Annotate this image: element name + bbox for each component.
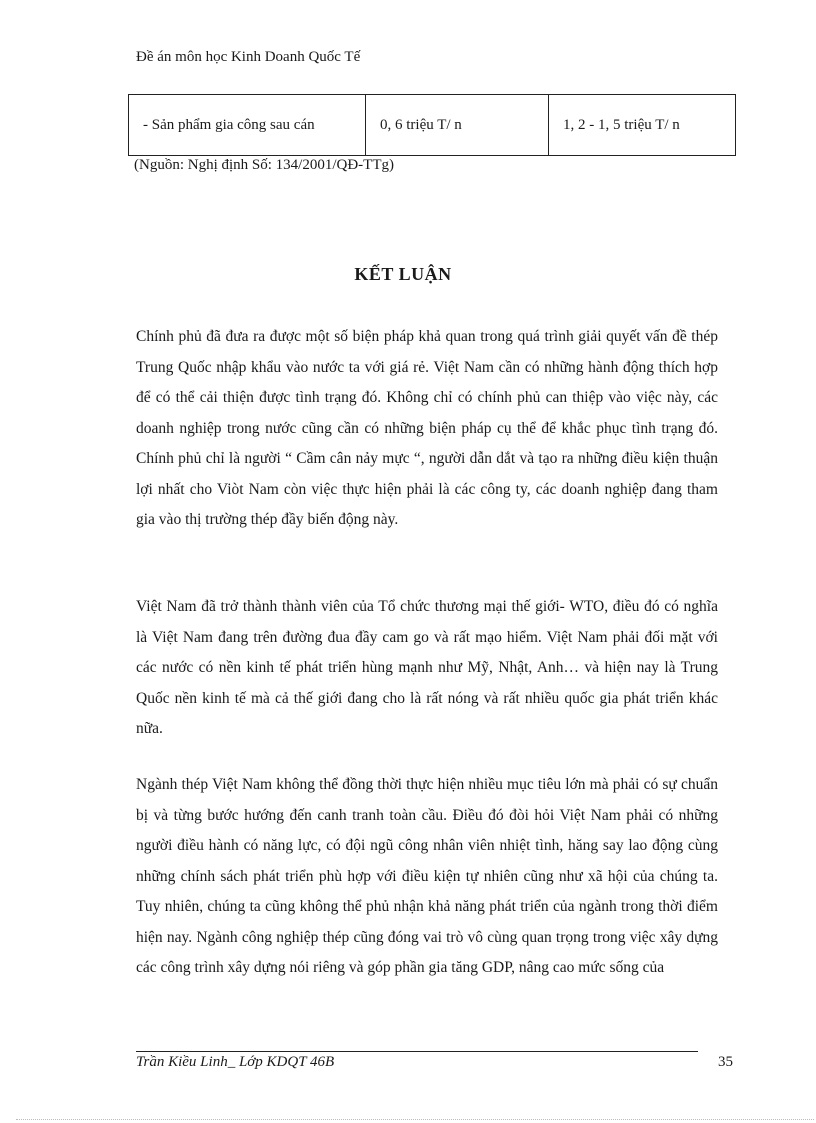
paragraph: Việt Nam đã trở thành thành viên của Tổ chức thương mại thế giới- WTO, điều đó có nghĩa là Việt Nam đang trên đường đua đầy cam go và rất mạo hiểm. Việt Nam phải đối mặt với các nước có nền kinh tế phát triển hùng mạnh như Mỹ, Nhật, Anh… và hiện nay là Trung Quốc nền kinh tế mà cả thế giới đang cho là rất nóng và rất nhiều quốc gia phát triển khác nữa. — [136, 598, 718, 737]
footer-author: Trần Kiều Linh_ Lớp KDQT 46B — [136, 1054, 335, 1070]
page-bottom-edge — [16, 1119, 814, 1120]
page-header: Đề án môn học Kinh Doanh Quốc Tế — [136, 49, 361, 65]
paragraph: Chính phủ đã đưa ra được một số biện pháp khả quan trong quá trình giải quyết vấn đề thép Trung Quốc nhập khẩu vào nước ta với giá rẻ. Việt Nam cần có những hành động thích hợp để có thể cải thiện được tình trạng đó. Không chỉ có chính phủ can thiệp vào việc này, các doanh nghiệp trong nước cũng cần có những biện pháp cụ thể để khắc phục tình trạng đó. Chính phủ chỉ là người “ Cầm cân nảy mực “, người dẫn dắt và tạo ra những điều kiện thuận lợi nhất cho Viòt Nam còn việc thực hiện phải là các công ty, các doanh nghiệp đang tham gia vào thị trường thép đầy biến động này. — [136, 328, 718, 528]
page-number: 35 — [718, 1054, 733, 1070]
table-cell: 0, 6 triệu T/ n — [366, 95, 549, 156]
footer-divider — [136, 1051, 698, 1052]
data-table — [128, 94, 736, 156]
source-note: (Nguồn: Nghị định Số: 134/2001/QĐ-TTg) — [134, 157, 394, 173]
paragraph: Ngành thép Việt Nam không thể đồng thời thực hiện nhiều mục tiêu lớn mà phải có sự chuẩn bị và từng bước hướng đến canh tranh toàn cầu. Điều đó đòi hỏi Việt Nam phải có những người điều hành có năng lực, có đội ngũ công nhân viên nhiệt tình, hăng say lao động cùng những chính sách phát triển phù hợp với điều kiện tự nhiên cũng như xã hội của chúng ta. Tuy nhiên, chúng ta cũng không thể phủ nhận khả năng phát triển của ngành trong thời điểm hiện nay. Ngành công nghiệp thép cũng đóng vai trò vô cùng quan trọng trong việc xây dựng các công trình xây dựng nói riêng và góp phần gia tăng GDP, nâng cao mức sống của — [136, 776, 718, 976]
section-title: KẾT LUẬN — [354, 264, 452, 284]
table-cell: - Sản phẩm gia công sau cán — [129, 95, 366, 156]
table-row — [129, 95, 736, 156]
table-cell: 1, 2 - 1, 5 triệu T/ n — [549, 95, 736, 156]
